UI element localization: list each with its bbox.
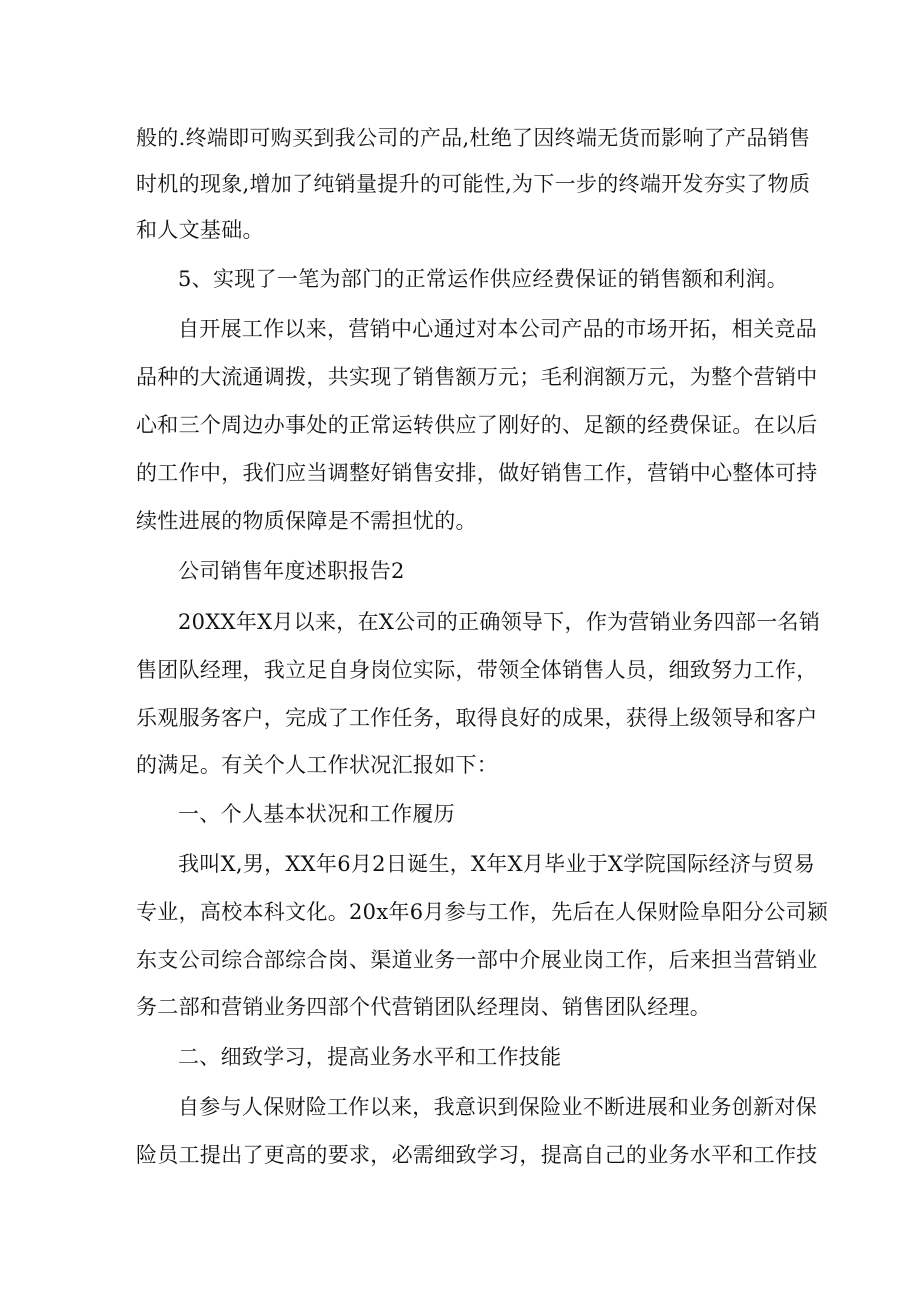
paragraph-line: 的工作中，我们应当调整好销售安排，做好销售工作，营销中心整体可持 xyxy=(136,461,818,485)
paragraph-line: 的满足。有关个人工作状况汇报如下： xyxy=(136,753,499,777)
section-heading: 5、实现了一笔为部门的正常运作供应经费保证的销售额和利润。 xyxy=(178,267,789,291)
paragraph-line: 专业，高校本科文化。20x年6月参与工作，先后在人保财险阜阳分公司颍 xyxy=(136,900,829,924)
paragraph-line: 续性进展的物质保障是不需担忧的。 xyxy=(136,509,477,533)
paragraph-line: 般的.终端即可购买到我公司的产品,杜绝了因终端无货而影响了产品销售 xyxy=(136,126,811,150)
paragraph-line: 品种的大流通调拨，共实现了销售额万元；毛利润额万元，为整个营销中 xyxy=(136,365,818,389)
paragraph-line: 自参与人保财险工作以来，我意识到保险业不断进展和业务创新对保 xyxy=(178,1095,817,1119)
paragraph-line: 乐观服务客户，完成了工作任务，取得良好的成果，获得上级领导和客户 xyxy=(136,706,818,730)
section-heading: 二、细致学习，提高业务水平和工作技能 xyxy=(178,1045,562,1069)
report-title: 公司销售年度述职报告2 xyxy=(178,559,405,583)
paragraph-line: 20XX年X月以来，在X公司的正确领导下，作为营销业务四部一名销 xyxy=(178,610,821,634)
paragraph-line: 和人文基础。 xyxy=(136,218,264,242)
paragraph-line: 我叫X,男，XX年6月2日诞生，X年X月毕业于X学院国际经济与贸易 xyxy=(178,852,815,876)
paragraph-line: 东支公司综合部综合岗、渠道业务一部中介展业岗工作，后来担当营销业 xyxy=(136,948,818,972)
paragraph-line: 自开展工作以来，营销中心通过对本公司产品的市场开拓，相关竞品 xyxy=(178,317,817,341)
paragraph-line: 心和三个周边办事处的正常运转供应了刚好的、足额的经费保证。在以后 xyxy=(136,413,818,437)
section-heading: 一、个人基本状况和工作履历 xyxy=(178,802,455,826)
paragraph-line: 险员工提出了更高的要求，必需细致学习，提高自己的业务水平和工作技 xyxy=(136,1143,818,1167)
paragraph-line: 时机的现象,增加了纯销量提升的可能性,为下一步的终端开发夯实了物质 xyxy=(136,172,811,196)
paragraph-line: 售团队经理，我立足自身岗位实际，带领全体销售人员，细致努力工作， xyxy=(136,658,818,682)
paragraph-line: 务二部和营销业务四部个代营销团队经理岗、销售团队经理。 xyxy=(136,995,712,1019)
